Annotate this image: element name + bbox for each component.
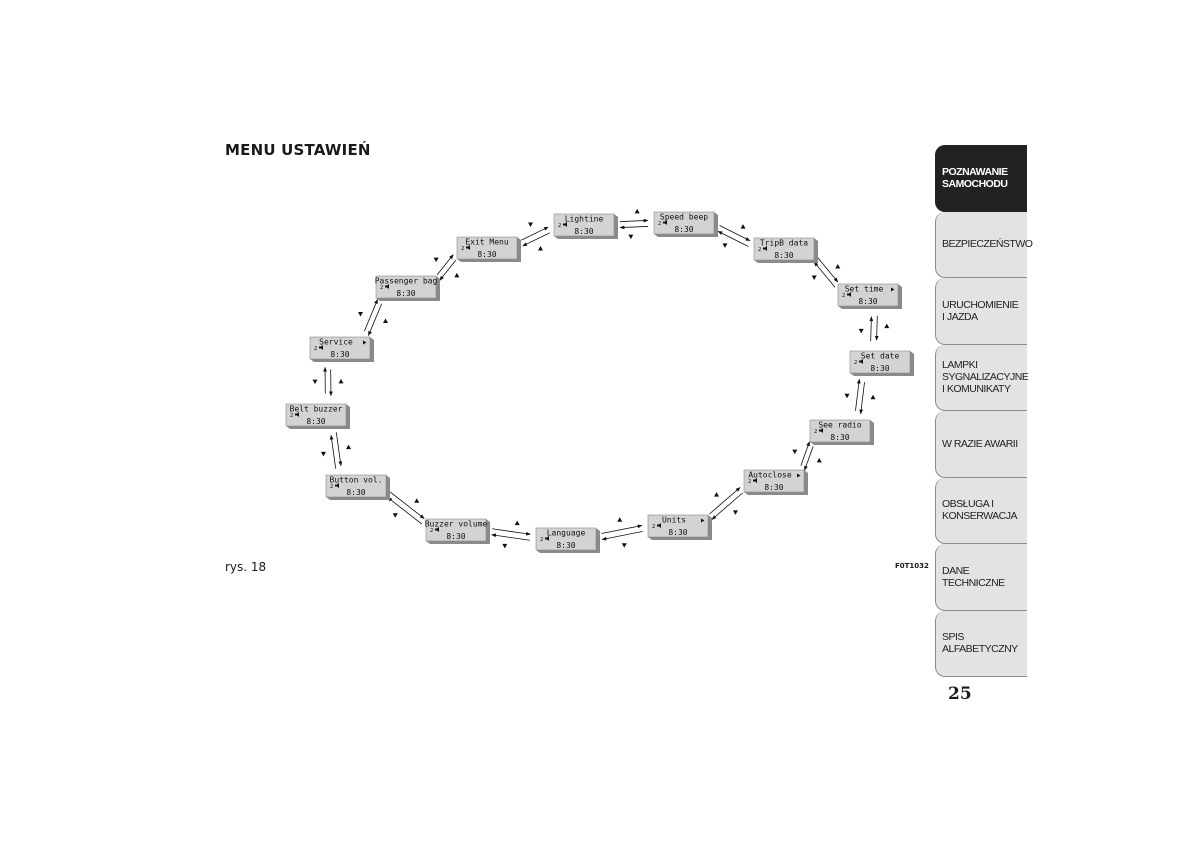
display-small-indicator: 2 (558, 223, 562, 229)
display-small-indicator: 2 (461, 246, 465, 252)
menu-display-box (754, 238, 818, 263)
menu-display-box (654, 212, 718, 237)
connector-arrow (620, 220, 648, 221)
display-time: 8:30 (396, 289, 416, 298)
direction-marker-icon (859, 329, 864, 334)
direction-marker-icon (338, 379, 343, 384)
menu-display-box (744, 470, 808, 495)
connector-arrow (720, 226, 750, 241)
sidebar-tab-label: OBSŁUGA I KONSERWACJA (942, 498, 1018, 523)
direction-marker-icon (835, 264, 840, 269)
direction-marker-icon (714, 492, 719, 497)
connector-arrow (871, 317, 872, 341)
direction-marker-icon (346, 445, 351, 450)
sidebar-tab-label: URUCHOMIENIE I JAZDA (942, 298, 1019, 323)
menu-display-box (850, 351, 914, 376)
display-time: 8:30 (330, 350, 350, 359)
menu-display-box (425, 519, 490, 544)
connector-arrow (712, 493, 743, 520)
menu-display-box (457, 237, 521, 262)
display-small-indicator: 2 (290, 413, 294, 419)
connector-arrow (440, 260, 456, 280)
sidebar-tab-6[interactable] (935, 478, 1027, 545)
sidebar-tab-2[interactable] (935, 212, 1033, 279)
connector-arrow (801, 442, 810, 466)
menu-item-label: Set time (844, 284, 884, 294)
display-small-indicator: 2 (540, 537, 544, 543)
sidebar-tab-label: POZNAWANIE SAMOCHODU (942, 165, 1008, 190)
direction-marker-icon (628, 235, 633, 240)
connector-arrow (368, 304, 381, 336)
menu-item-label: See radio (818, 420, 862, 430)
direction-marker-icon (383, 319, 388, 324)
connector-arrow (620, 226, 648, 227)
sidebar-tab-5[interactable] (935, 411, 1027, 478)
menu-item-label: Buzzer volume (424, 519, 488, 529)
display-time: 8:30 (477, 250, 497, 259)
connector-arrow (364, 299, 377, 331)
direction-marker-icon (434, 258, 439, 263)
menu-item-label: Passenger bag (374, 276, 438, 286)
display-small-indicator: 2 (314, 346, 318, 352)
page-title: MENU USTAWIEŃ (225, 141, 371, 159)
display-time: 8:30 (574, 227, 594, 236)
direction-marker-icon (884, 324, 889, 329)
display-time: 8:30 (830, 433, 850, 442)
connector-arrow (877, 316, 878, 340)
menu-display-box (810, 420, 874, 445)
connector-arrow (437, 255, 453, 275)
direction-marker-icon (722, 243, 727, 248)
menu-item-label: Autoclose (748, 470, 792, 480)
menu-item-label: Speed beep (659, 212, 709, 222)
menu-item-label: Set date (860, 351, 900, 361)
direction-marker-icon (635, 209, 640, 214)
menu-display-box (326, 475, 390, 500)
display-time: 8:30 (668, 528, 688, 537)
sidebar-tab-label: LAMPKI SYGNALIZACYJNE I KOMUNIKATY (942, 359, 1029, 396)
sidebar-tab-8[interactable] (935, 611, 1027, 678)
display-time: 8:30 (870, 364, 890, 373)
direction-marker-icon (502, 544, 507, 549)
display-small-indicator: 2 (814, 429, 818, 435)
sidebar-tab-label: W RAZIE AWARII (942, 437, 1018, 450)
direction-marker-icon (454, 273, 459, 278)
connector-arrow (855, 379, 859, 411)
menu-item-label: Belt buzzer (289, 404, 343, 414)
display-time: 8:30 (306, 417, 326, 426)
display-small-indicator: 2 (748, 479, 752, 485)
connector-arrow (336, 432, 341, 465)
sidebar-tab-label: DANE TECHNICZNE (942, 564, 1005, 589)
direction-marker-icon (358, 312, 363, 317)
sidebar-tab-7[interactable] (935, 544, 1027, 611)
display-small-indicator: 2 (652, 524, 656, 530)
figure-code: F0T1032 (895, 562, 929, 570)
display-time: 8:30 (346, 488, 366, 497)
display-time: 8:30 (764, 483, 784, 492)
direction-marker-icon (792, 450, 797, 455)
connector-arrow (861, 382, 865, 414)
menu-display-box (838, 284, 902, 309)
direction-marker-icon (538, 246, 543, 251)
direction-marker-icon (393, 513, 398, 518)
direction-marker-icon (741, 224, 746, 229)
menu-display-box (375, 276, 440, 301)
direction-marker-icon (321, 452, 326, 457)
display-small-indicator: 2 (380, 285, 384, 291)
menu-item-label: Language (546, 528, 586, 538)
menu-display-box (310, 337, 374, 362)
sidebar-tab-label: SPIS ALFABETYCZNY (942, 631, 1018, 656)
menu-display-box (286, 404, 350, 429)
display-time: 8:30 (556, 541, 576, 550)
connector-arrow (521, 227, 548, 240)
display-small-indicator: 2 (430, 528, 434, 534)
direction-marker-icon (870, 395, 875, 400)
menu-display-box (648, 515, 712, 540)
direction-marker-icon (414, 498, 419, 503)
menu-item-label: Exit Menu (465, 237, 509, 247)
display-small-indicator: 2 (330, 484, 334, 490)
direction-marker-icon (528, 222, 533, 227)
menu-item-label: Lightine (564, 214, 604, 224)
figure-caption: rys. 18 (225, 560, 267, 574)
display-time: 8:30 (674, 225, 694, 234)
display-small-indicator: 2 (658, 221, 662, 227)
direction-marker-icon (313, 380, 318, 385)
sidebar-tab-3[interactable] (935, 278, 1027, 345)
connector-arrow (492, 535, 530, 540)
menu-item-label: Service (319, 337, 353, 347)
settings-menu-diagram (270, 195, 920, 575)
menu-item-label: TripB data (759, 238, 809, 248)
page-number: 25 (948, 684, 972, 704)
connector-arrow (718, 231, 748, 246)
menu-item-label: Units (661, 515, 687, 525)
direction-marker-icon (817, 458, 822, 463)
direction-marker-icon (622, 543, 627, 548)
display-small-indicator: 2 (758, 247, 762, 253)
connector-arrow (492, 529, 530, 534)
chapter-sidebar (935, 145, 1033, 677)
display-small-indicator: 2 (842, 293, 846, 299)
display-time: 8:30 (858, 297, 878, 306)
connector-arrow (709, 487, 740, 514)
menu-display-box (554, 214, 618, 239)
direction-marker-icon (617, 517, 622, 522)
menu-item-label: Button vol. (329, 475, 383, 485)
connector-arrow (602, 531, 642, 539)
sidebar-tab-1[interactable] (935, 145, 1027, 212)
direction-marker-icon (733, 510, 738, 514)
direction-marker-icon (812, 276, 817, 281)
menu-display-box (536, 528, 600, 553)
direction-marker-icon (845, 394, 850, 399)
connector-arrow (331, 435, 336, 468)
display-time: 8:30 (774, 251, 794, 260)
sidebar-tab-4[interactable] (935, 345, 1027, 412)
connector-arrow (805, 446, 814, 470)
connector-arrow (601, 526, 641, 534)
direction-marker-icon (515, 521, 520, 526)
display-time: 8:30 (446, 532, 466, 541)
sidebar-tab-label: BEZPIECZEŃSTWO (942, 238, 1033, 251)
display-small-indicator: 2 (854, 360, 858, 366)
connector-arrow (523, 233, 550, 246)
